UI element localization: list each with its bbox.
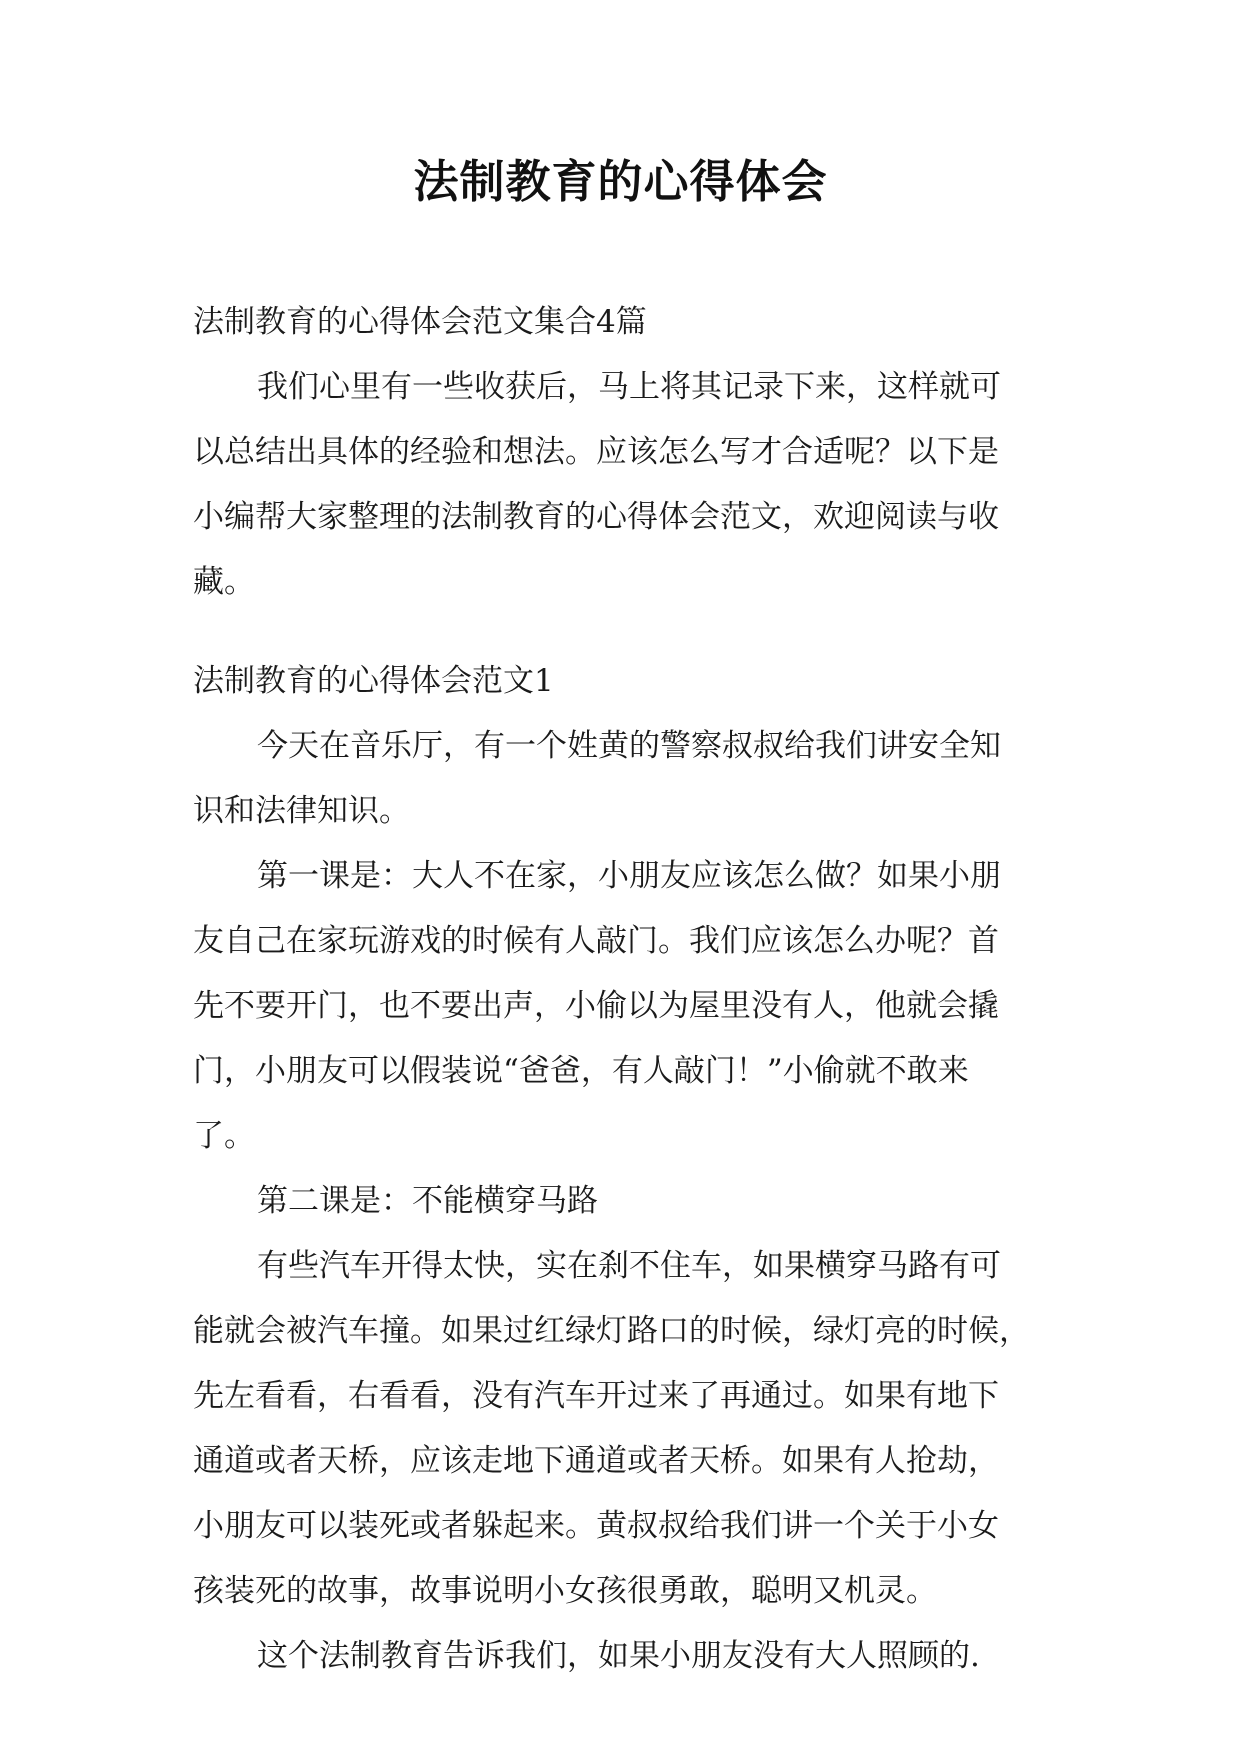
- body-line: 通道或者天桥，应该走地下通道或者天桥。如果有人抢劫，: [193, 1443, 999, 1479]
- intro-line: 以总结出具体的经验和想法。应该怎么写才合适呢？以下是: [193, 434, 999, 470]
- body-line: 有些汽车开得太快，实在刹不住车，如果横穿马路有可: [257, 1248, 1001, 1284]
- collection-heading: 法制教育的心得体会范文集合4篇: [193, 304, 647, 340]
- section-spacer: [193, 615, 1055, 649]
- body-line: 先不要开门，也不要出声，小偷以为屋里没有人，他就会撬: [193, 988, 999, 1024]
- body-line: 第二课是：不能横穿马路: [257, 1183, 598, 1219]
- document-body: [193, 290, 1055, 1689]
- body-line: 门，小朋友可以假装说“爸爸，有人敲门！”小偷就不敢来: [193, 1053, 969, 1089]
- body-line: 孩装死的故事，故事说明小女孩很勇敢，聪明又机灵。: [193, 1573, 937, 1609]
- document-title: 法制教育的心得体会: [413, 155, 828, 208]
- intro-line: 我们心里有一些收获后，马上将其记录下来，这样就可: [257, 369, 1001, 405]
- body-line: 第一课是：大人不在家，小朋友应该怎么做？如果小朋: [257, 858, 1001, 894]
- body-line: 友自己在家玩游戏的时候有人敲门。我们应该怎么办呢？首: [193, 923, 999, 959]
- section-heading: 法制教育的心得体会范文1: [193, 663, 554, 699]
- body-line: 先左看看，右看看，没有汽车开过来了再通过。如果有地下: [193, 1378, 999, 1414]
- body-line: 能就会被汽车撞。如果过红绿灯路口的时候，绿灯亮的时候，: [193, 1313, 1030, 1349]
- body-line: 今天在音乐厅，有一个姓黄的警察叔叔给我们讲安全知: [257, 728, 1001, 764]
- body-line: 识和法律知识。: [193, 793, 410, 829]
- body-line: 了。: [193, 1118, 255, 1154]
- intro-line: 小编帮大家整理的法制教育的心得体会范文，欢迎阅读与收: [193, 499, 999, 535]
- intro-line: 藏。: [193, 564, 255, 600]
- body-line: 这个法制教育告诉我们，如果小朋友没有大人照顾的.: [257, 1638, 980, 1674]
- body-line: 小朋友可以装死或者躲起来。黄叔叔给我们讲一个关于小女: [193, 1508, 999, 1544]
